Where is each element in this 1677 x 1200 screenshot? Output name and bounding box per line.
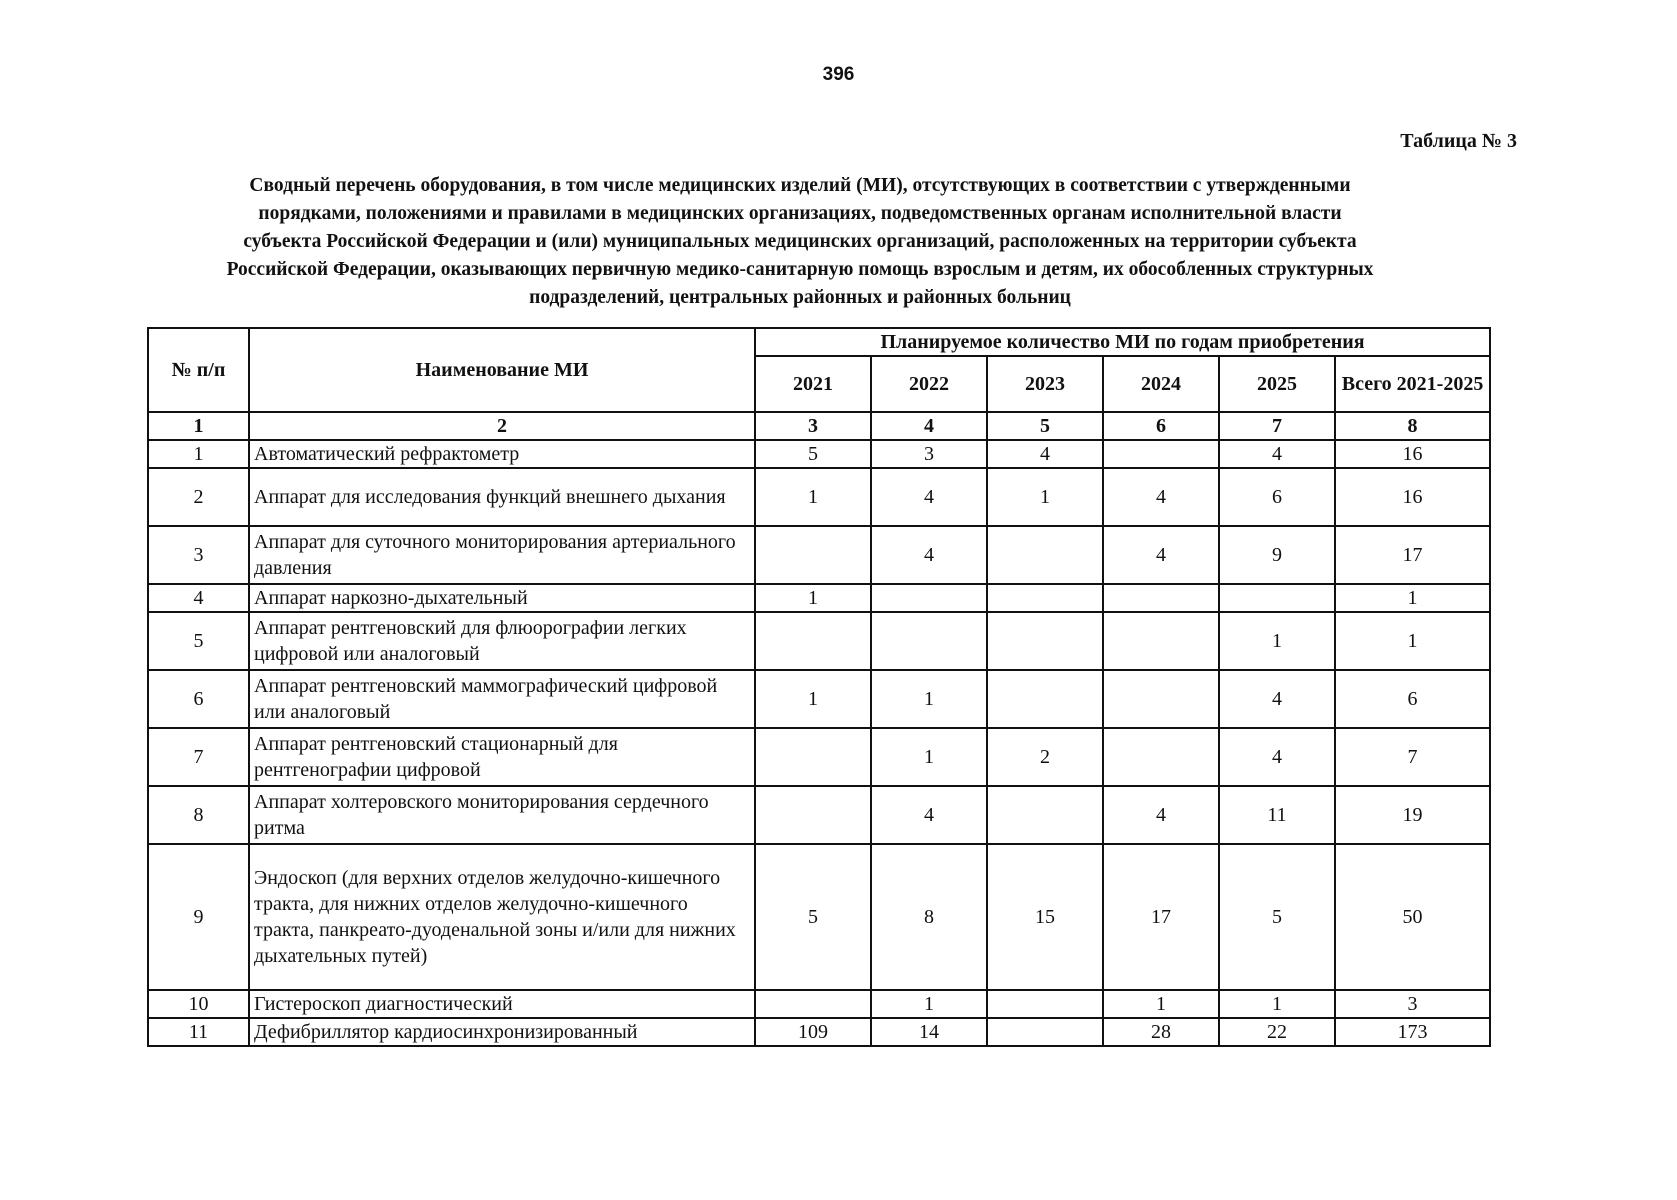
qty-cell: 109 xyxy=(755,1018,871,1046)
qty-cell: 4 xyxy=(987,440,1103,468)
item-name: Дефибриллятор кардиосинхронизированный xyxy=(249,1018,755,1046)
column-index: 8 xyxy=(1335,412,1490,440)
qty-cell: 5 xyxy=(755,440,871,468)
qty-cell: 1 xyxy=(1219,990,1335,1018)
qty-cell: 1 xyxy=(1103,990,1219,1018)
total-cell: 17 xyxy=(1335,526,1490,584)
row-number: 1 xyxy=(148,440,249,468)
qty-cell xyxy=(987,786,1103,844)
total-cell: 19 xyxy=(1335,786,1490,844)
document-title xyxy=(150,172,1450,312)
column-index: 7 xyxy=(1219,412,1335,440)
qty-cell xyxy=(871,584,987,612)
row-number: 2 xyxy=(148,468,249,526)
qty-cell xyxy=(987,1018,1103,1046)
qty-cell: 28 xyxy=(1103,1018,1219,1046)
qty-cell: 1 xyxy=(987,468,1103,526)
column-index: 3 xyxy=(755,412,871,440)
item-name: Гистероскоп диагностический xyxy=(249,990,755,1018)
qty-cell xyxy=(1103,670,1219,728)
title-line: Сводный перечень оборудования, в том числе медицинских изделий (МИ), отсутствующих в соответствии с утвержденными xyxy=(249,175,1351,196)
table-row xyxy=(148,1018,1490,1046)
qty-cell: 1 xyxy=(871,728,987,786)
header-total: Всего 2021-2025 xyxy=(1335,356,1490,412)
qty-cell: 4 xyxy=(1103,468,1219,526)
total-cell: 6 xyxy=(1335,670,1490,728)
header-number: № п/п xyxy=(148,328,249,412)
table-row xyxy=(148,844,1490,990)
qty-cell: 4 xyxy=(871,526,987,584)
total-cell: 1 xyxy=(1335,584,1490,612)
qty-cell: 4 xyxy=(1103,786,1219,844)
qty-cell xyxy=(1103,584,1219,612)
qty-cell xyxy=(1219,584,1335,612)
item-name: Аппарат наркозно-дыхательный xyxy=(249,584,755,612)
qty-cell xyxy=(755,786,871,844)
total-cell: 173 xyxy=(1335,1018,1490,1046)
qty-cell xyxy=(987,670,1103,728)
item-name: Аппарат для суточного мониторирования артериального давления xyxy=(249,526,755,584)
qty-cell: 9 xyxy=(1219,526,1335,584)
column-index: 6 xyxy=(1103,412,1219,440)
qty-cell: 1 xyxy=(755,584,871,612)
qty-cell xyxy=(871,612,987,670)
qty-cell: 11 xyxy=(1219,786,1335,844)
row-number: 8 xyxy=(148,786,249,844)
column-index-row xyxy=(148,412,1490,440)
header-year: 2024 xyxy=(1103,356,1219,412)
item-name: Аппарат холтеровского мониторирования сердечного ритма xyxy=(249,786,755,844)
qty-cell xyxy=(1103,612,1219,670)
qty-cell xyxy=(755,728,871,786)
qty-cell: 1 xyxy=(755,468,871,526)
qty-cell: 8 xyxy=(871,844,987,990)
equipment-table xyxy=(147,327,1491,1047)
qty-cell: 4 xyxy=(871,468,987,526)
header-year: 2023 xyxy=(987,356,1103,412)
header-year: 2021 xyxy=(755,356,871,412)
qty-cell: 17 xyxy=(1103,844,1219,990)
total-cell: 1 xyxy=(1335,612,1490,670)
row-number: 5 xyxy=(148,612,249,670)
qty-cell: 1 xyxy=(755,670,871,728)
column-index: 5 xyxy=(987,412,1103,440)
total-cell: 16 xyxy=(1335,468,1490,526)
qty-cell xyxy=(1103,728,1219,786)
row-number: 11 xyxy=(148,1018,249,1046)
qty-cell: 5 xyxy=(755,844,871,990)
table-row xyxy=(148,728,1490,786)
qty-cell: 2 xyxy=(987,728,1103,786)
item-name: Аппарат рентгеновский стационарный для рентгенографии цифровой xyxy=(249,728,755,786)
column-index: 1 xyxy=(148,412,249,440)
qty-cell: 4 xyxy=(1219,728,1335,786)
title-line: подразделений, центральных районных и районных больниц xyxy=(529,287,1071,308)
table-label: Таблица № 3 xyxy=(1400,130,1517,152)
table-row xyxy=(148,440,1490,468)
item-name: Автоматический рефрактометр xyxy=(249,440,755,468)
header-year: 2025 xyxy=(1219,356,1335,412)
qty-cell: 15 xyxy=(987,844,1103,990)
row-number: 7 xyxy=(148,728,249,786)
header-year: 2022 xyxy=(871,356,987,412)
qty-cell: 4 xyxy=(1219,670,1335,728)
qty-cell xyxy=(755,612,871,670)
total-cell: 50 xyxy=(1335,844,1490,990)
qty-cell: 1 xyxy=(871,990,987,1018)
table-row xyxy=(148,584,1490,612)
total-cell: 3 xyxy=(1335,990,1490,1018)
row-number: 6 xyxy=(148,670,249,728)
row-number: 9 xyxy=(148,844,249,990)
item-name: Эндоскоп (для верхних отделов желудочно-кишечного тракта, для нижних отделов желудочно-кишечного тракта, панкреато-дуоденальной зоны и/или для нижних дыхательных путей) xyxy=(249,844,755,990)
table-row xyxy=(148,526,1490,584)
title-line: порядками, положениями и правилами в медицинских организациях, подведомственных органам исполнительной власти xyxy=(258,203,1342,224)
column-index: 4 xyxy=(871,412,987,440)
table-row xyxy=(148,468,1490,526)
qty-cell xyxy=(987,584,1103,612)
item-name: Аппарат для исследования функций внешнего дыхания xyxy=(249,468,755,526)
table-row xyxy=(148,612,1490,670)
qty-cell xyxy=(987,612,1103,670)
qty-cell xyxy=(755,526,871,584)
qty-cell: 14 xyxy=(871,1018,987,1046)
qty-cell: 4 xyxy=(871,786,987,844)
table-row xyxy=(148,990,1490,1018)
total-cell: 7 xyxy=(1335,728,1490,786)
qty-cell xyxy=(755,990,871,1018)
qty-cell xyxy=(987,990,1103,1018)
item-name: Аппарат рентгеновский маммографический цифровой или аналоговый xyxy=(249,670,755,728)
header-group: Планируемое количество МИ по годам приобретения xyxy=(755,328,1490,356)
qty-cell xyxy=(987,526,1103,584)
header-name: Наименование МИ xyxy=(249,328,755,412)
qty-cell: 1 xyxy=(1219,612,1335,670)
qty-cell xyxy=(1103,440,1219,468)
table-row xyxy=(148,670,1490,728)
row-number: 3 xyxy=(148,526,249,584)
item-name: Аппарат рентгеновский для флюорографии легких цифровой или аналоговый xyxy=(249,612,755,670)
row-number: 4 xyxy=(148,584,249,612)
table-row xyxy=(148,786,1490,844)
page-number: 396 xyxy=(822,64,855,85)
qty-cell: 4 xyxy=(1103,526,1219,584)
title-line: субъекта Российской Федерации и (или) муниципальных медицинских организаций, расположенных на территории субъекта xyxy=(243,231,1357,252)
qty-cell: 6 xyxy=(1219,468,1335,526)
title-line: Российской Федерации, оказывающих первичную медико-санитарную помощь взрослым и детям, их обособленных структурных xyxy=(226,259,1374,280)
qty-cell: 1 xyxy=(871,670,987,728)
qty-cell: 22 xyxy=(1219,1018,1335,1046)
qty-cell: 4 xyxy=(1219,440,1335,468)
row-number: 10 xyxy=(148,990,249,1018)
qty-cell: 3 xyxy=(871,440,987,468)
qty-cell: 5 xyxy=(1219,844,1335,990)
total-cell: 16 xyxy=(1335,440,1490,468)
column-index: 2 xyxy=(249,412,755,440)
